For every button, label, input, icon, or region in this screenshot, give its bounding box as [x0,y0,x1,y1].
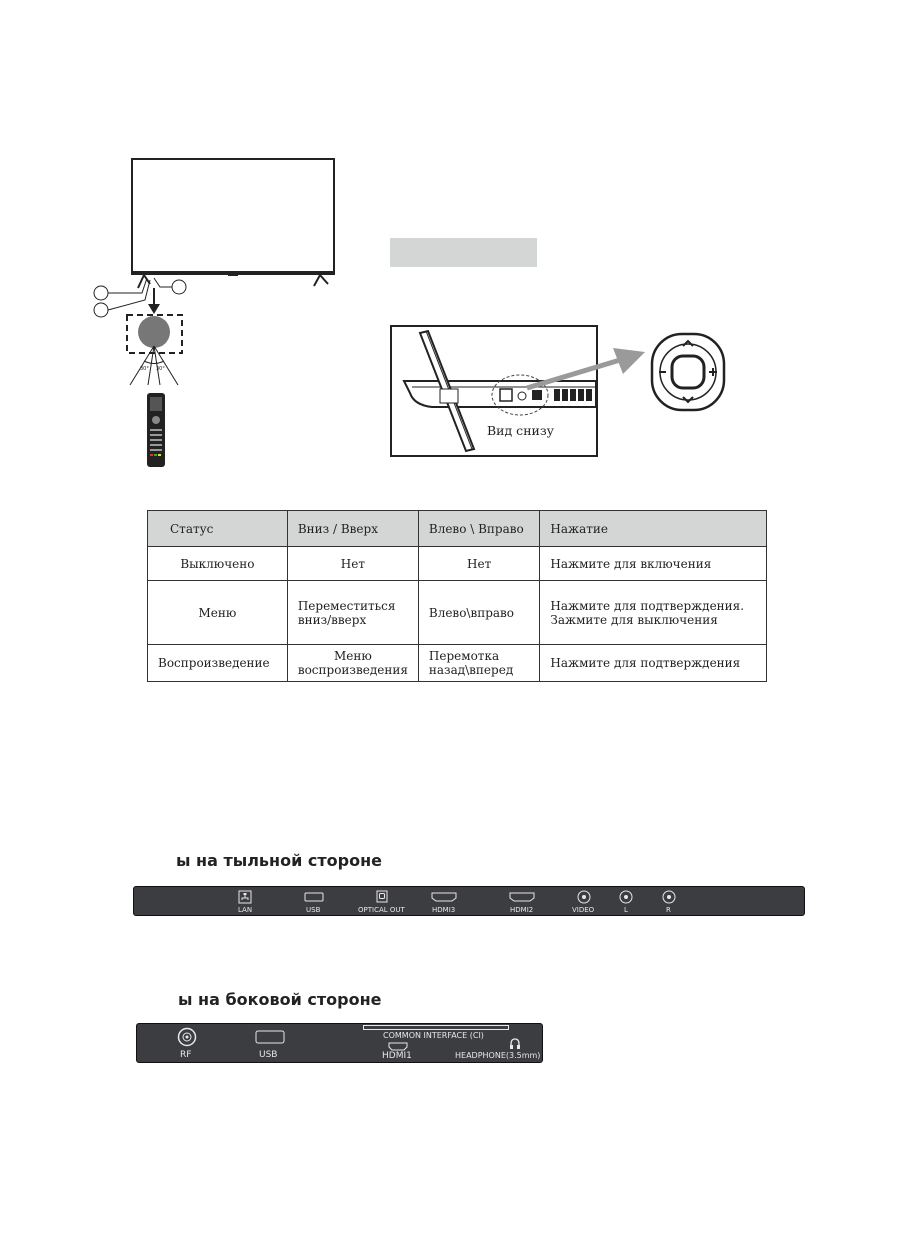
table-header-row [148,511,767,547]
usb-side-port-icon [255,1030,285,1044]
port-label-video: VIDEO [572,906,595,914]
port-label-lan: LAN [238,906,253,914]
ci-slot-icon [363,1025,509,1030]
cell-status: Воспроизведение [148,645,288,682]
svg-text:30°: 30° [156,366,165,372]
port-label-hdmi3: HDMI3 [432,906,456,914]
port-label-hdmi1: HDMI1 [382,1051,412,1061]
header-press: Нажатие [540,511,767,547]
headphone-icon [509,1038,521,1050]
side-connector-panel [136,1023,543,1063]
tv-icon [132,159,334,288]
cell-down-up: Переместиться вниз/вверх [287,581,418,645]
cell-down-up: Меню воспроизведения [287,645,418,682]
cell-status: Меню [148,581,288,645]
cell-down-up: Нет [287,547,418,581]
ir-sensor-icon [127,315,182,385]
bottom-view-caption: Вид снизу [487,423,555,438]
port-label-usb-side: USB [259,1050,278,1060]
header-status: Статус [148,511,288,547]
side-connectors-title: ы на боковой стороне [178,990,382,1009]
usb-port-icon [304,892,324,902]
joystick-icon [620,330,740,415]
rf-port-icon [177,1027,197,1047]
hdmi3-port-icon [431,892,457,902]
port-label-l: L [624,906,628,914]
video-port-icon [577,890,591,904]
port-label-r: R [666,906,671,914]
hdmi1-port-icon [388,1042,408,1051]
cell-press: Нажмите для включения [540,547,767,581]
cell-press: Нажмите для подтверждения [540,645,767,682]
lan-port-icon [238,890,252,904]
back-connectors-title: ы на тыльной стороне [176,851,382,870]
back-connector-panel [133,886,805,916]
port-label-optical: OPTICAL OUT [358,906,405,914]
joystick-function-table [147,510,767,682]
svg-text:30°: 30° [140,366,149,372]
port-label-headphone: HEADPHONE(3.5mm) [455,1051,541,1060]
table-row [148,581,767,645]
header-down-up: Вниз / Вверх [287,511,418,547]
table-row [148,645,767,682]
remote-control-icon [147,393,165,467]
header-left-right: Влево \ Вправо [418,511,540,547]
optical-port-icon [376,890,388,903]
cell-left-right: Влево\вправо [418,581,540,645]
cell-press: Нажмите для подтверждения. Зажмите для выключения [540,581,767,645]
port-label-ci: COMMON INTERFACE (CI) [383,1031,484,1040]
port-label-rf: RF [180,1050,192,1060]
cell-left-right: Перемотка назад\вперед [418,645,540,682]
port-label-usb: USB [306,906,321,914]
audio-right-port-icon [662,890,676,904]
audio-left-port-icon [619,890,633,904]
cell-left-right: Нет [418,547,540,581]
port-label-hdmi2: HDMI2 [510,906,534,914]
grey-heading-bar [390,238,537,267]
table-row [148,547,767,581]
cell-status: Выключено [148,547,288,581]
tv-remote-illustration [90,150,360,470]
hdmi2-port-icon [509,892,535,902]
